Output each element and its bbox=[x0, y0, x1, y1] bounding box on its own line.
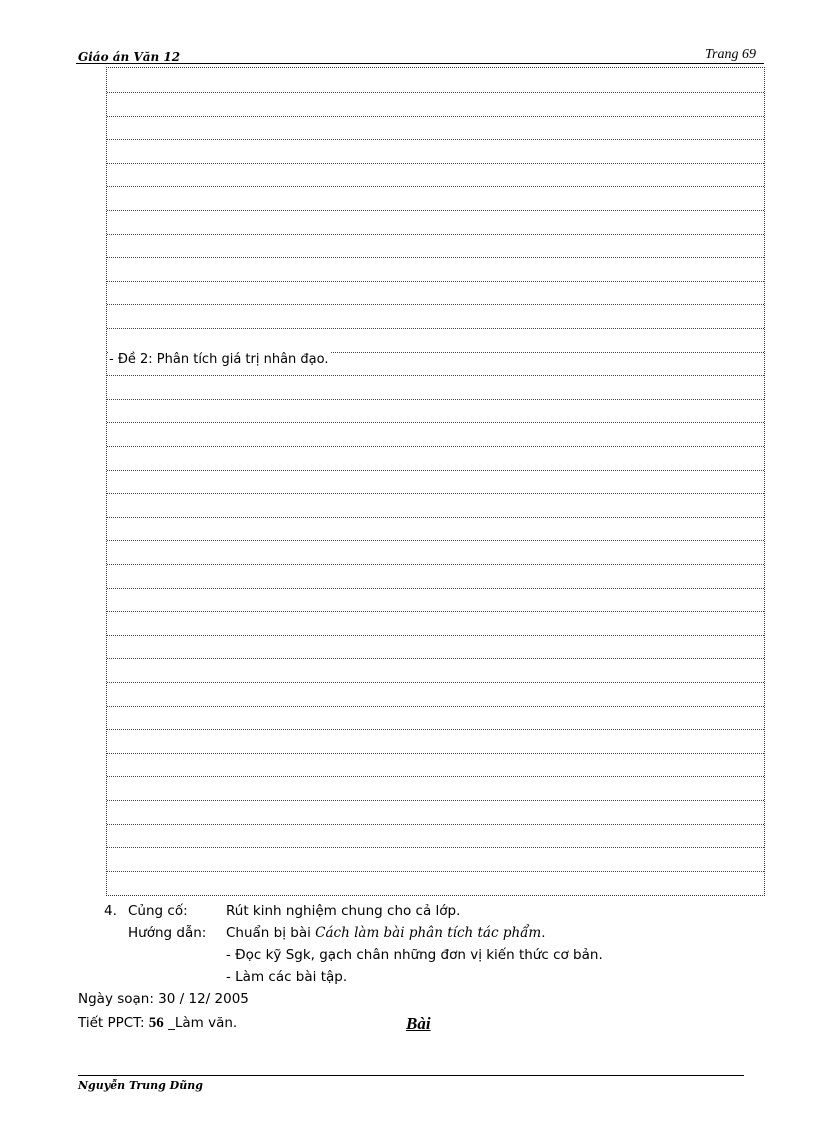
ruled-line bbox=[107, 116, 764, 117]
page-header-left: Giáo án Văn 12 bbox=[78, 50, 181, 64]
consolidation-text: Rút kinh nghiệm chung cho cả lớp. bbox=[226, 903, 461, 919]
guidance-bullet-2: - Làm các bài tập. bbox=[226, 969, 348, 985]
item-number: 4. bbox=[104, 903, 117, 919]
ruled-line bbox=[107, 776, 764, 777]
next-lesson-title: Cách làm bài phân tích tác phẩm bbox=[315, 925, 542, 941]
footer-rule bbox=[78, 1075, 744, 1076]
period-suffix: _Làm văn. bbox=[163, 1015, 238, 1031]
ruled-line bbox=[107, 493, 764, 494]
ruled-line bbox=[107, 186, 764, 187]
preparation-date: Ngày soạn: 30 / 12/ 2005 bbox=[78, 991, 249, 1007]
period-prefix: Tiết PPCT: bbox=[78, 1015, 149, 1031]
ruled-line bbox=[107, 658, 764, 659]
ruled-line bbox=[107, 517, 764, 518]
footer-author: Nguyễn Trung Dũng bbox=[78, 1079, 203, 1092]
consolidation-label: Củng cố: bbox=[128, 903, 188, 919]
ruled-line bbox=[107, 399, 764, 400]
ruled-line bbox=[107, 588, 764, 589]
ruled-line bbox=[107, 163, 764, 164]
ruled-line bbox=[107, 800, 764, 801]
ruled-line bbox=[107, 139, 764, 140]
ruled-line bbox=[107, 375, 764, 376]
ruled-line bbox=[107, 446, 764, 447]
topic-2-text: - Đề 2: Phân tích giá trị nhân đạo. bbox=[109, 352, 329, 367]
guidance-label: Hướng dẫn: bbox=[128, 925, 207, 941]
ruled-line bbox=[107, 540, 764, 541]
page-number: Trang 69 bbox=[705, 47, 756, 62]
ruled-line bbox=[107, 729, 764, 730]
ruled-line bbox=[107, 871, 764, 872]
ruled-line bbox=[107, 328, 764, 329]
ruled-line bbox=[107, 564, 764, 565]
ruled-line bbox=[107, 304, 764, 305]
ruled-line bbox=[107, 753, 764, 754]
guidance-text bbox=[226, 925, 546, 941]
ruled-line bbox=[107, 847, 764, 848]
ruled-line bbox=[107, 92, 764, 93]
guidance-bullet-1: - Đọc kỹ Sgk, gạch chân những đơn vị kiến thức cơ bản. bbox=[226, 947, 603, 963]
ruled-line bbox=[107, 422, 764, 423]
ruled-line bbox=[107, 824, 764, 825]
period-line bbox=[78, 1015, 237, 1032]
ruled-line bbox=[107, 611, 764, 612]
ruled-line bbox=[107, 257, 764, 258]
ruled-line bbox=[107, 234, 764, 235]
ruled-line bbox=[107, 470, 764, 471]
writing-box bbox=[106, 67, 765, 896]
lesson-heading: Bài bbox=[406, 1014, 431, 1033]
guidance-prefix: Chuẩn bị bài bbox=[226, 925, 316, 941]
ruled-line bbox=[107, 281, 764, 282]
ruled-line bbox=[107, 635, 764, 636]
ruled-line bbox=[107, 682, 764, 683]
ruled-line bbox=[107, 210, 764, 211]
ruled-line bbox=[107, 706, 764, 707]
guidance-suffix: . bbox=[541, 925, 546, 941]
header-rule bbox=[76, 63, 764, 64]
period-number: 56 bbox=[148, 1015, 164, 1031]
